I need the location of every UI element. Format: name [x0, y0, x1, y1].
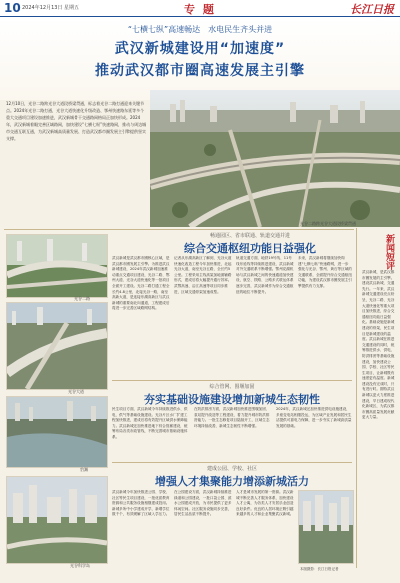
lead-kicker: “七横七纵”高速畅达 水电民生齐头并进: [127, 25, 273, 34]
story2-col2: 在防洪排涝方面，武汉新城加快推进围堰加固、泵站提升改造等工程建设，着力提升城市防洪排涝能力。一批生态修复项目陆续开工，区域生态环境持续改善，新城生态韧性不断增强。: [194, 407, 270, 428]
masthead-logo: 长江日报: [350, 3, 394, 16]
hero-aerial-photo: [150, 90, 400, 227]
story1-col4: 未来，武汉新城将继续加快构建“七横七纵”快速路网，进一步强化与光谷、鄂州、黄石等区域的交通联系，全面提升综合交通枢纽功能，为建设武汉都市圈发展主引擎提供有力支撑。: [298, 256, 352, 288]
page-header-bar: [0, 0, 400, 17]
divider: [112, 380, 352, 381]
page-number: 10: [4, 1, 21, 15]
lead-body-text: 12月10日，光谷二路跨光谷大道段桥梁贯通，标志着光谷二路打通迎来关键节点。2024年光谷二路打通，光谷大道快速化升级改造、鄂州快速路东延等多个重大交通项目建设加速推进，武汉新城骨干交通路网格局正加快形成。2024年，武汉新城着眼完善区域路网，加快建设“七横七纵”快速路网，推动与周边城市交通互联互通，为武汉新城高质量发展、打造武汉都市圈发展主引擎提供坚实支撑。: [6, 101, 147, 141]
lead-headline-1: 武汉新城建设用“加速度”: [114, 41, 286, 57]
story1-col2: 记者从东湖高新区了解到，光谷大道快速化改造工程今年加快推进，北起光谷大道，南至光谷五路，全长约5公里。工程采用主线高架加地面辅路形式，建成后将大幅提升通行效率。武鄂高速、沿江高速等项目同步推进，区域交通骨架加速成型。: [174, 256, 232, 294]
story2-col1: 民生项目方面，武汉新城今年持续推进供水、供电、供气等基础设施建设。光谷片区水厂扩建工程加快推进，建成后将有效提升区域供水保障能力。武汉新城还加快推进地下综合管廊建设，统筹布局各类市政管线，不断完善城市基础设施体系。: [112, 407, 188, 439]
lead-headline-2: 推动武汉都市圈高速发展主引擎: [95, 63, 305, 79]
story1-kicker: 畅通园区、省市联通、轨道交通并进: [209, 233, 290, 239]
sidebar-body: 武汉新城，是武汉都市圈发展的主引擎。建设武汉新城，交通先行。一年来，武汉新城交通建设亮点纷呈，光谷二路、光谷大道快速化等重大项目加快推进，综合交通枢纽功能日益强化。基础设施是新城建设的骨架，民生项目是新城建设的温度。武汉新城在推进交通建设的同时，统筹推进供水、供电、防洪排涝等基础设施建设，加快建设公园、学校、社区等民生项目，让新城既有速度更有温度。新城建设没有完成时，只有进行时。期待武汉新城以更大力度推进建设，早日建成现代化新城区，为武汉都市圈高质量发展贡献更大力量。: [362, 270, 395, 420]
story3-col1: 武汉新城今年加快推进公园、学校、社区等民生项目建设，一批优质教育资源和公共服务设施相继建成投用。新城多所中小学建成开学，新增学位数千个，有效缓解了区域入学压力。: [112, 490, 170, 517]
story2-kicker: 综合管网、围堰加固: [209, 384, 255, 390]
photo-residential: [298, 490, 354, 564]
photo1-caption: 光谷二路: [74, 296, 90, 301]
story3-col3: 人才是城市发展的第一资源。武汉新城不断完善人才服务体系，加快建设人才公寓，为各类人才安居乐业创造良好条件。优良的人居环境正吸引越来越多的人才和企业集聚武汉新城。: [236, 490, 294, 517]
photo3-caption: 豹澥: [80, 467, 88, 472]
story3-col2: 在公园建设方面，武汉新城持续推进绿道和公园建设，一批口袋公园、滨水公园建成开放，为市民提供了更多休闲空间。社区服务设施同步完善，居民生活品质不断提升。: [174, 490, 232, 517]
divider: [4, 229, 354, 230]
photo4-caption: 光谷科学岛: [70, 563, 90, 568]
story2-title: 夯实基础设施建设增加新城生态韧性: [144, 393, 320, 406]
story1-title: 综合交通枢纽功能日益强化: [184, 242, 316, 255]
photo-overpass: [6, 234, 108, 298]
story1-col1: 武汉新城是武汉都市圈核心区域，是武汉都市圈发展主引擎。为推进武汉新城建设，2024年武汉新城加速推动重点交通项目建设，光谷二路、鄂州大道、光谷大道快速化等一批项目全面开工建设。光谷二路打通工程全长约4.8公里，北接光谷一路，南至高新大道，是连接东湖高新区与武汉新城的重要南北向通道，工程建成后将进一步完善区域路网结构。: [112, 256, 170, 311]
section-title: 专 题: [184, 3, 216, 16]
photo-wetland: [6, 396, 108, 468]
story3-title: 增强人才集聚能力增添新城活力: [155, 475, 309, 488]
photo-elevated-road: [6, 302, 108, 390]
story3-kicker: 建成公园、学校、社区: [206, 466, 257, 472]
photo-campus: [6, 476, 108, 564]
story1-col3: 轨道交通方面，地铁19号线、11号线东延线等持续推进建设，武汉新城对外交通联系不断增强。鄂州花湖机场与武汉新城之间的快速通道加快建设，航空、铁路、公路多式联运体系逐步完善，武汉新城作为综合交通枢纽的地位不断提升。: [236, 256, 294, 294]
photo-credit: 本版摄影：长江日报记者: [300, 567, 339, 571]
divider: [112, 462, 352, 463]
photo2-caption: 光谷大道: [68, 389, 84, 394]
sidebar-title: 新闻短评: [384, 234, 394, 270]
story2-col3: 2024年，武汉新城还加快推进供电设施建设，多座变电站相继投运，为区域产业发展和居民生活提供可靠电力保障，进一步夯实了新城高质量发展的基础。: [276, 407, 352, 428]
hero-caption: 光谷二路跨光谷大道段桥梁贯通: [300, 221, 356, 226]
issue-date: 2024年12月13日 星期五: [22, 5, 80, 11]
